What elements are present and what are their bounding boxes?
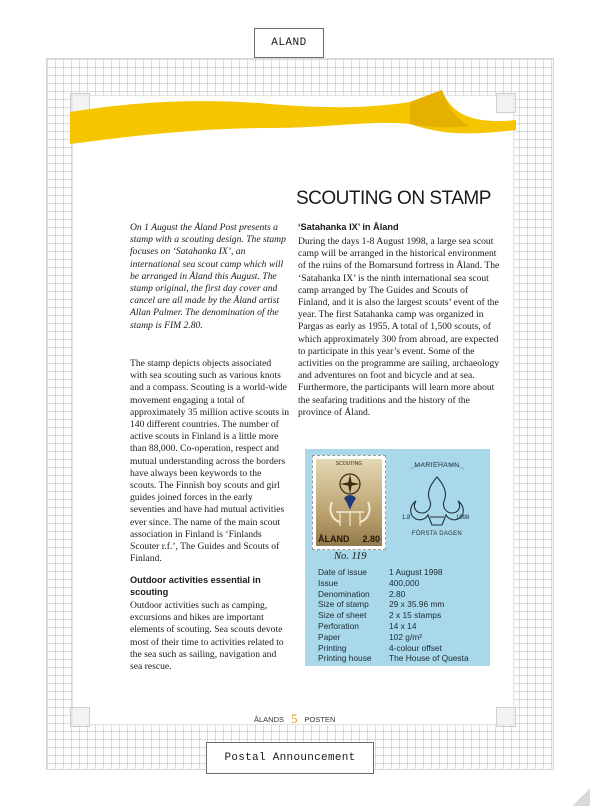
spec-value: 102 g/m² <box>389 631 423 642</box>
spec-value: 2.80 <box>389 588 406 599</box>
body-paragraph-right: During the days 1-8 August 1998, a large sea scout camp will be arranged in the historical environment of the ruins of the Bomarsund fortress in Åland. The ‘Satahanka IX’ is the ninth international sea scout camp arranged by The Guides and Scouts of Finland, and it is also the largest scouts’ event of the year. The first Satahanka camp was organized in Pargas as early as 1955. A total of 1,500 scouts, of which approximately 300 from abroad, are expected to participate in this year’s event. Some of the activities on the programme are sailing, archaeology and adventures on foot and bicycle and at sea. Furthermore, the participants will learn more about the seafaring traditions and the history of the province of Åland. <box>298 236 500 418</box>
subheading-outdoor-activities: Outdoor activities essential in scouting <box>130 575 261 597</box>
stamp-country: ÅLAND <box>318 534 350 544</box>
spec-label: Size of sheet <box>318 610 367 621</box>
stamp-specifications <box>318 567 490 664</box>
spec-value: 1 August 1998 <box>389 567 443 577</box>
spec-row <box>318 632 490 643</box>
scout-knots-compass-icon <box>322 468 378 530</box>
spec-value: 14 x 14 <box>389 620 417 631</box>
body-paragraph-left: The stamp depicts objects associated with sea scouting such as various knots and a compass. Scouting is a world-wide movement engaging a total of approximately 35 million active scouts in 140 different countries. The number of active scouts in Finland is a little more than 88,000. Co-operation, respect and mutual understanding across the borders have always been keywords to the scouts. The Finnish boy scouts and girl guides joined forces in the early seventies and have had mutual activities ever since. The name of the main scout association in Finland is ‘Finlands Scouter r.f.’, The Guides and Scouts of Finland. <box>130 358 290 565</box>
spec-value: 4-colour offset <box>389 642 442 653</box>
page-curl-corner <box>572 788 590 806</box>
spec-row <box>318 621 490 632</box>
spec-row <box>318 567 490 578</box>
spec-value: 29 x 35.96 mm <box>389 599 445 610</box>
spec-row <box>318 599 490 610</box>
spec-label: Size of stamp <box>318 599 369 610</box>
spec-value: 400,000 <box>389 577 420 588</box>
mount-corner-bottom-right <box>496 707 516 727</box>
footer-left-text: ÅLANDS <box>254 714 285 724</box>
spec-label: Printing <box>318 642 347 653</box>
cancel-date-year: 1998 <box>456 515 470 521</box>
page-number: 5 <box>291 711 298 726</box>
stamp-number: No. 119 <box>334 551 367 562</box>
spec-row <box>318 643 490 654</box>
stamp-top-text: SCOUTING <box>335 461 363 467</box>
country-label: ALAND <box>254 28 324 58</box>
mount-corner-bottom-left <box>70 707 90 727</box>
body-paragraph-outdoor: Outdoor activities such as camping, excursions and hikes are important elements of scouting. Sea scouts devote most of their time to activities related to the sea such as sailing, navigation and sea rescue. <box>130 600 284 673</box>
yellow-ribbon-banner <box>70 90 516 156</box>
subheading-satahanka: ‘Satahanka IX’ in Åland <box>298 222 399 232</box>
cancel-first-day-text: FÖRSTA DAGEN <box>411 531 463 537</box>
stamp-value: 2.80 <box>362 534 380 544</box>
spec-label: Printing house <box>318 653 372 664</box>
spec-row <box>318 578 490 589</box>
stamp-image <box>312 455 386 550</box>
spec-row <box>318 589 490 600</box>
cancel-city: MARIEHAMN <box>414 462 460 469</box>
cancel-date-day: 1.8 <box>402 515 411 521</box>
page-title: SCOUTING ON STAMP <box>296 188 491 209</box>
spec-value: 2 x 15 stamps <box>389 610 442 621</box>
spec-label: Paper <box>318 631 341 642</box>
page-footer <box>254 712 374 726</box>
spec-row <box>318 610 490 621</box>
document-type-label: Postal Announcement <box>206 742 374 774</box>
spec-label: Date of issue <box>318 567 367 577</box>
spec-label: Perforation <box>318 620 359 631</box>
spec-label: Denomination <box>318 588 370 599</box>
intro-paragraph: On 1 August the Åland Post presents a stamp with a scouting design. The stamp focuses on ‘Satahanka IX’, an international sea scout camp which will be arranged in Åland this August. The stamp original, the first day cover and cancel are all made by the Åland artist Allan Palmer. The denomination of the stamp is FIM 2.80. <box>130 222 286 331</box>
spec-value: The House of Questa <box>389 653 469 664</box>
footer-right-text: POSTEN <box>304 714 336 724</box>
spec-row <box>318 653 490 664</box>
spec-label: Issue <box>318 577 339 588</box>
